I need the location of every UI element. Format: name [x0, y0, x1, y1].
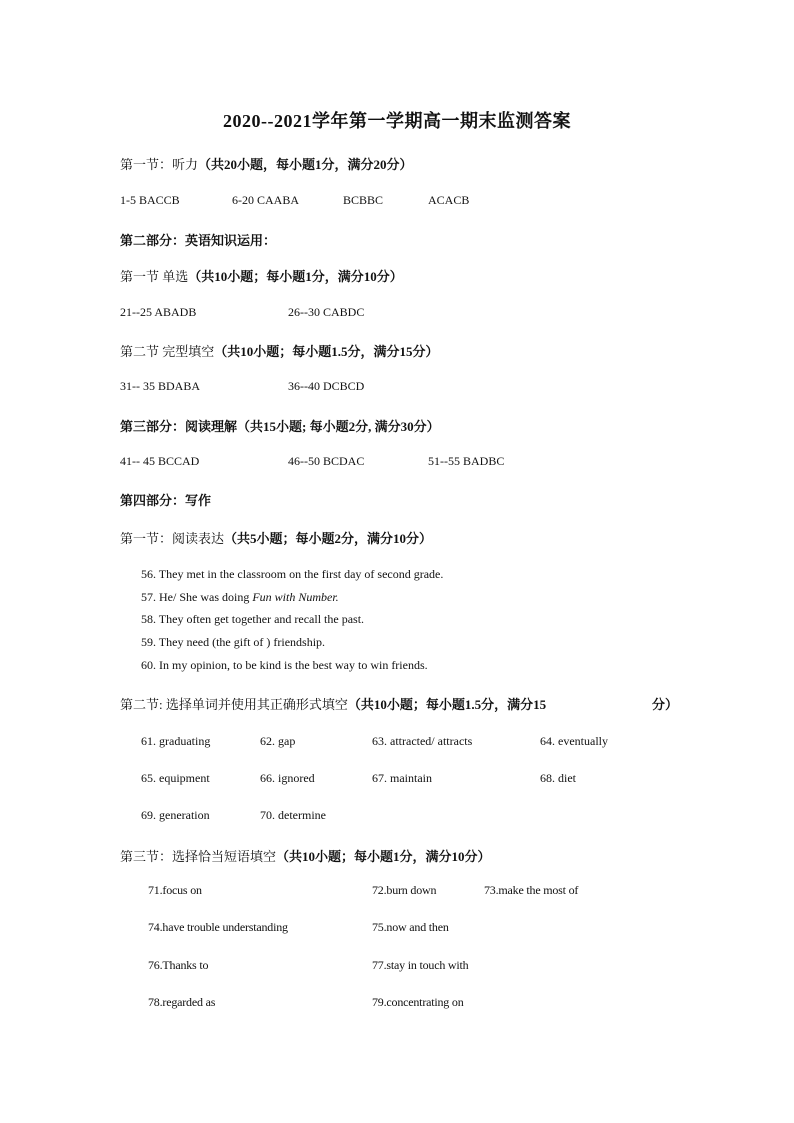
listening-answer-4: ACACB	[428, 193, 470, 207]
word-answer-66: 66. ignored	[260, 771, 315, 785]
word-form-heading-label: 第二节: 选择单词并使用其正确形式填空	[120, 697, 348, 712]
word-answer-70: 70. determine	[260, 808, 326, 822]
word-answer-63: 63. attracted/ attracts	[372, 734, 473, 748]
page-title: 2020--2021学年第一学期高一期末监测答案	[223, 111, 571, 131]
phrase-answer-78: 78.regarded as	[148, 995, 216, 1009]
reading-heading: 第三部分：阅读理解（共15小题; 每小题2分, 满分30分）	[120, 419, 440, 434]
reading-expression-heading-scoring: （共5小题；每小题2分，满分10分）	[224, 531, 433, 546]
single-choice-answer-1: 21--25 ABADB	[120, 305, 197, 319]
word-answer-62: 62. gap	[260, 734, 296, 748]
phrase-answer-74: 74.have trouble understanding	[148, 920, 288, 934]
cloze-answer-1: 31-- 35 BDABA	[120, 379, 200, 393]
sentence-59: 59. They need (the gift of ) friendship.	[141, 635, 326, 649]
word-form-heading-end: 分）	[652, 697, 679, 712]
part2-heading: 第二部分：英语知识运用：	[120, 233, 277, 248]
single-choice-heading	[120, 266, 403, 285]
word-answer-65: 65. equipment	[141, 771, 210, 785]
listening-answer-3: BCBBC	[343, 193, 384, 207]
listening-heading-label: 第一节：听力	[120, 157, 199, 172]
sentence-56: 56. They met in the classroom on the first day of second grade.	[141, 567, 444, 581]
listening-answer-1: 1-5 BACCB	[120, 193, 180, 207]
listening-heading-scoring: （共20小题，每小题1分，满分20分）	[198, 157, 413, 172]
cloze-heading-label: 第二节 完型填空	[120, 344, 215, 359]
cloze-answer-2: 36--40 DCBCD	[288, 379, 365, 393]
single-choice-answer-2: 26--30 CABDC	[288, 305, 365, 319]
reading-answer-1: 41-- 45 BCCAD	[120, 454, 200, 468]
phrase-answer-77: 77.stay in touch with	[372, 958, 469, 972]
sentence-58: 58. They often get together and recall the past.	[141, 612, 365, 626]
phrase-answer-73: 73.make the most of	[484, 883, 579, 897]
cloze-heading-scoring: （共10小题；每小题1.5分，满分15分）	[214, 344, 439, 359]
sentence-57-text: 57. He/ She was doing	[141, 590, 253, 604]
listening-answer-2: 6-20 CAABA	[232, 193, 300, 207]
phrase-answer-71: 71.focus on	[148, 883, 202, 897]
cloze-heading	[120, 341, 439, 360]
phrase-answer-76: 76.Thanks to	[148, 958, 209, 972]
reading-expression-heading-label: 第一节：阅读表达	[120, 531, 225, 546]
word-answer-69: 69. generation	[141, 808, 210, 822]
phrase-heading	[120, 846, 491, 865]
word-answer-61: 61. graduating	[141, 734, 211, 748]
reading-expression-heading	[120, 528, 432, 547]
sentence-57	[141, 590, 339, 605]
phrase-heading-label: 第三节：选择恰当短语填空	[120, 849, 277, 864]
sentence-57-title: Fun with Number.	[252, 590, 339, 604]
phrase-heading-scoring: （共10小题；每小题1分，满分10分）	[276, 849, 491, 864]
phrase-answer-79: 79.concentrating on	[372, 995, 464, 1009]
word-form-heading	[120, 694, 546, 713]
writing-heading: 第四部分：写作	[120, 493, 212, 508]
listening-heading	[120, 154, 413, 173]
word-answer-64: 64. eventually	[540, 734, 608, 748]
reading-answer-2: 46--50 BCDAC	[288, 454, 365, 468]
sentence-60: 60. In my opinion, to be kind is the best way to win friends.	[141, 658, 428, 672]
word-answer-68: 68. diet	[540, 771, 576, 785]
reading-answer-3: 51--55 BADBC	[428, 454, 505, 468]
word-answer-67: 67. maintain	[372, 771, 432, 785]
single-choice-heading-label: 第一节 单选	[120, 269, 189, 284]
single-choice-heading-scoring: （共10小题；每小题1分，满分10分）	[188, 269, 403, 284]
phrase-answer-72: 72.burn down	[372, 883, 437, 897]
word-form-heading-scoring: （共10小题；每小题1.5分，满分15	[347, 697, 547, 712]
phrase-answer-75: 75.now and then	[372, 920, 449, 934]
